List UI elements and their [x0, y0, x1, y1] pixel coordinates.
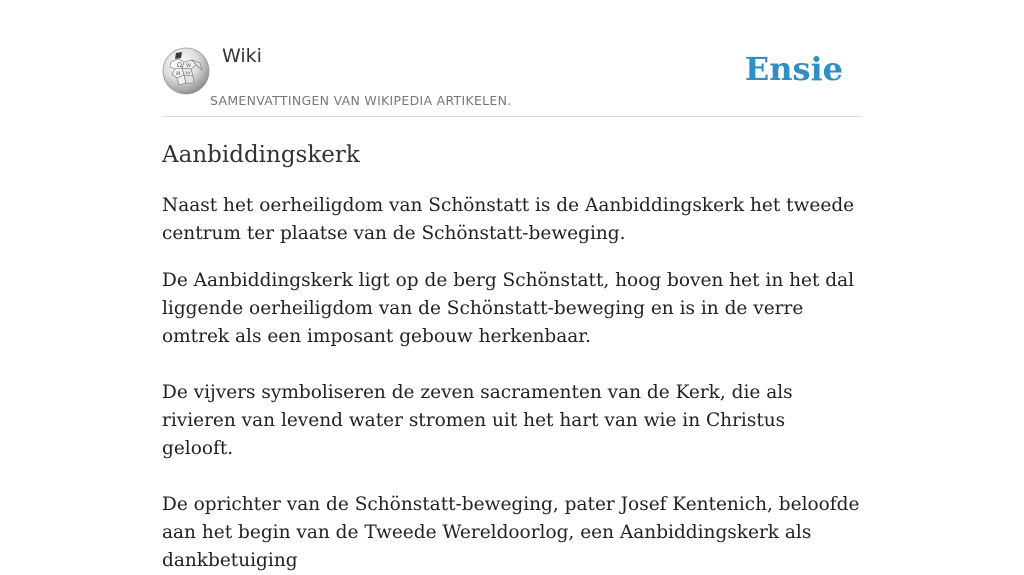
svg-text:W: W — [186, 63, 192, 69]
article-paragraph: De vijvers symboliseren de zeven sacramenten van de Kerk, die als rivieren van levend water stromen uit het hart van wie in Christus gelooft. — [162, 382, 793, 459]
svg-text:Ω: Ω — [177, 62, 182, 69]
site-header — [162, 44, 862, 117]
brand-logo-link[interactable]: Ensie — [744, 50, 843, 88]
svg-text:И: И — [176, 71, 181, 77]
svg-text:ω: ω — [186, 70, 191, 76]
article — [162, 140, 862, 575]
wikipedia-globe-icon[interactable] — [162, 47, 210, 95]
site-name[interactable]: Wiki — [222, 45, 262, 67]
site-tagline: SAMENVATTINGEN VAN WIKIPEDIA ARTIKELEN. — [210, 93, 512, 108]
article-paragraph: De Aanbiddingskerk ligt op de berg Schönstatt, hoog boven het in het dal liggende oerheiligdom van de Schönstatt-beweging en is in de verre omtrek als een imposant gebouw herkenbaar. — [162, 270, 855, 347]
article-title: Aanbiddingskerk — [162, 142, 360, 168]
article-paragraph: Naast het oerheiligdom van Schönstatt is de Aanbiddingskerk het tweede centrum ter plaatse van de Schönstatt-beweging. — [162, 195, 855, 244]
article-paragraph: De oprichter van de Schönstatt-beweging, pater Josef Kentenich, beloofde aan het begin van de Tweede Wereldoorlog, een Aanbiddingskerk als dankbetuiging — [162, 494, 860, 571]
